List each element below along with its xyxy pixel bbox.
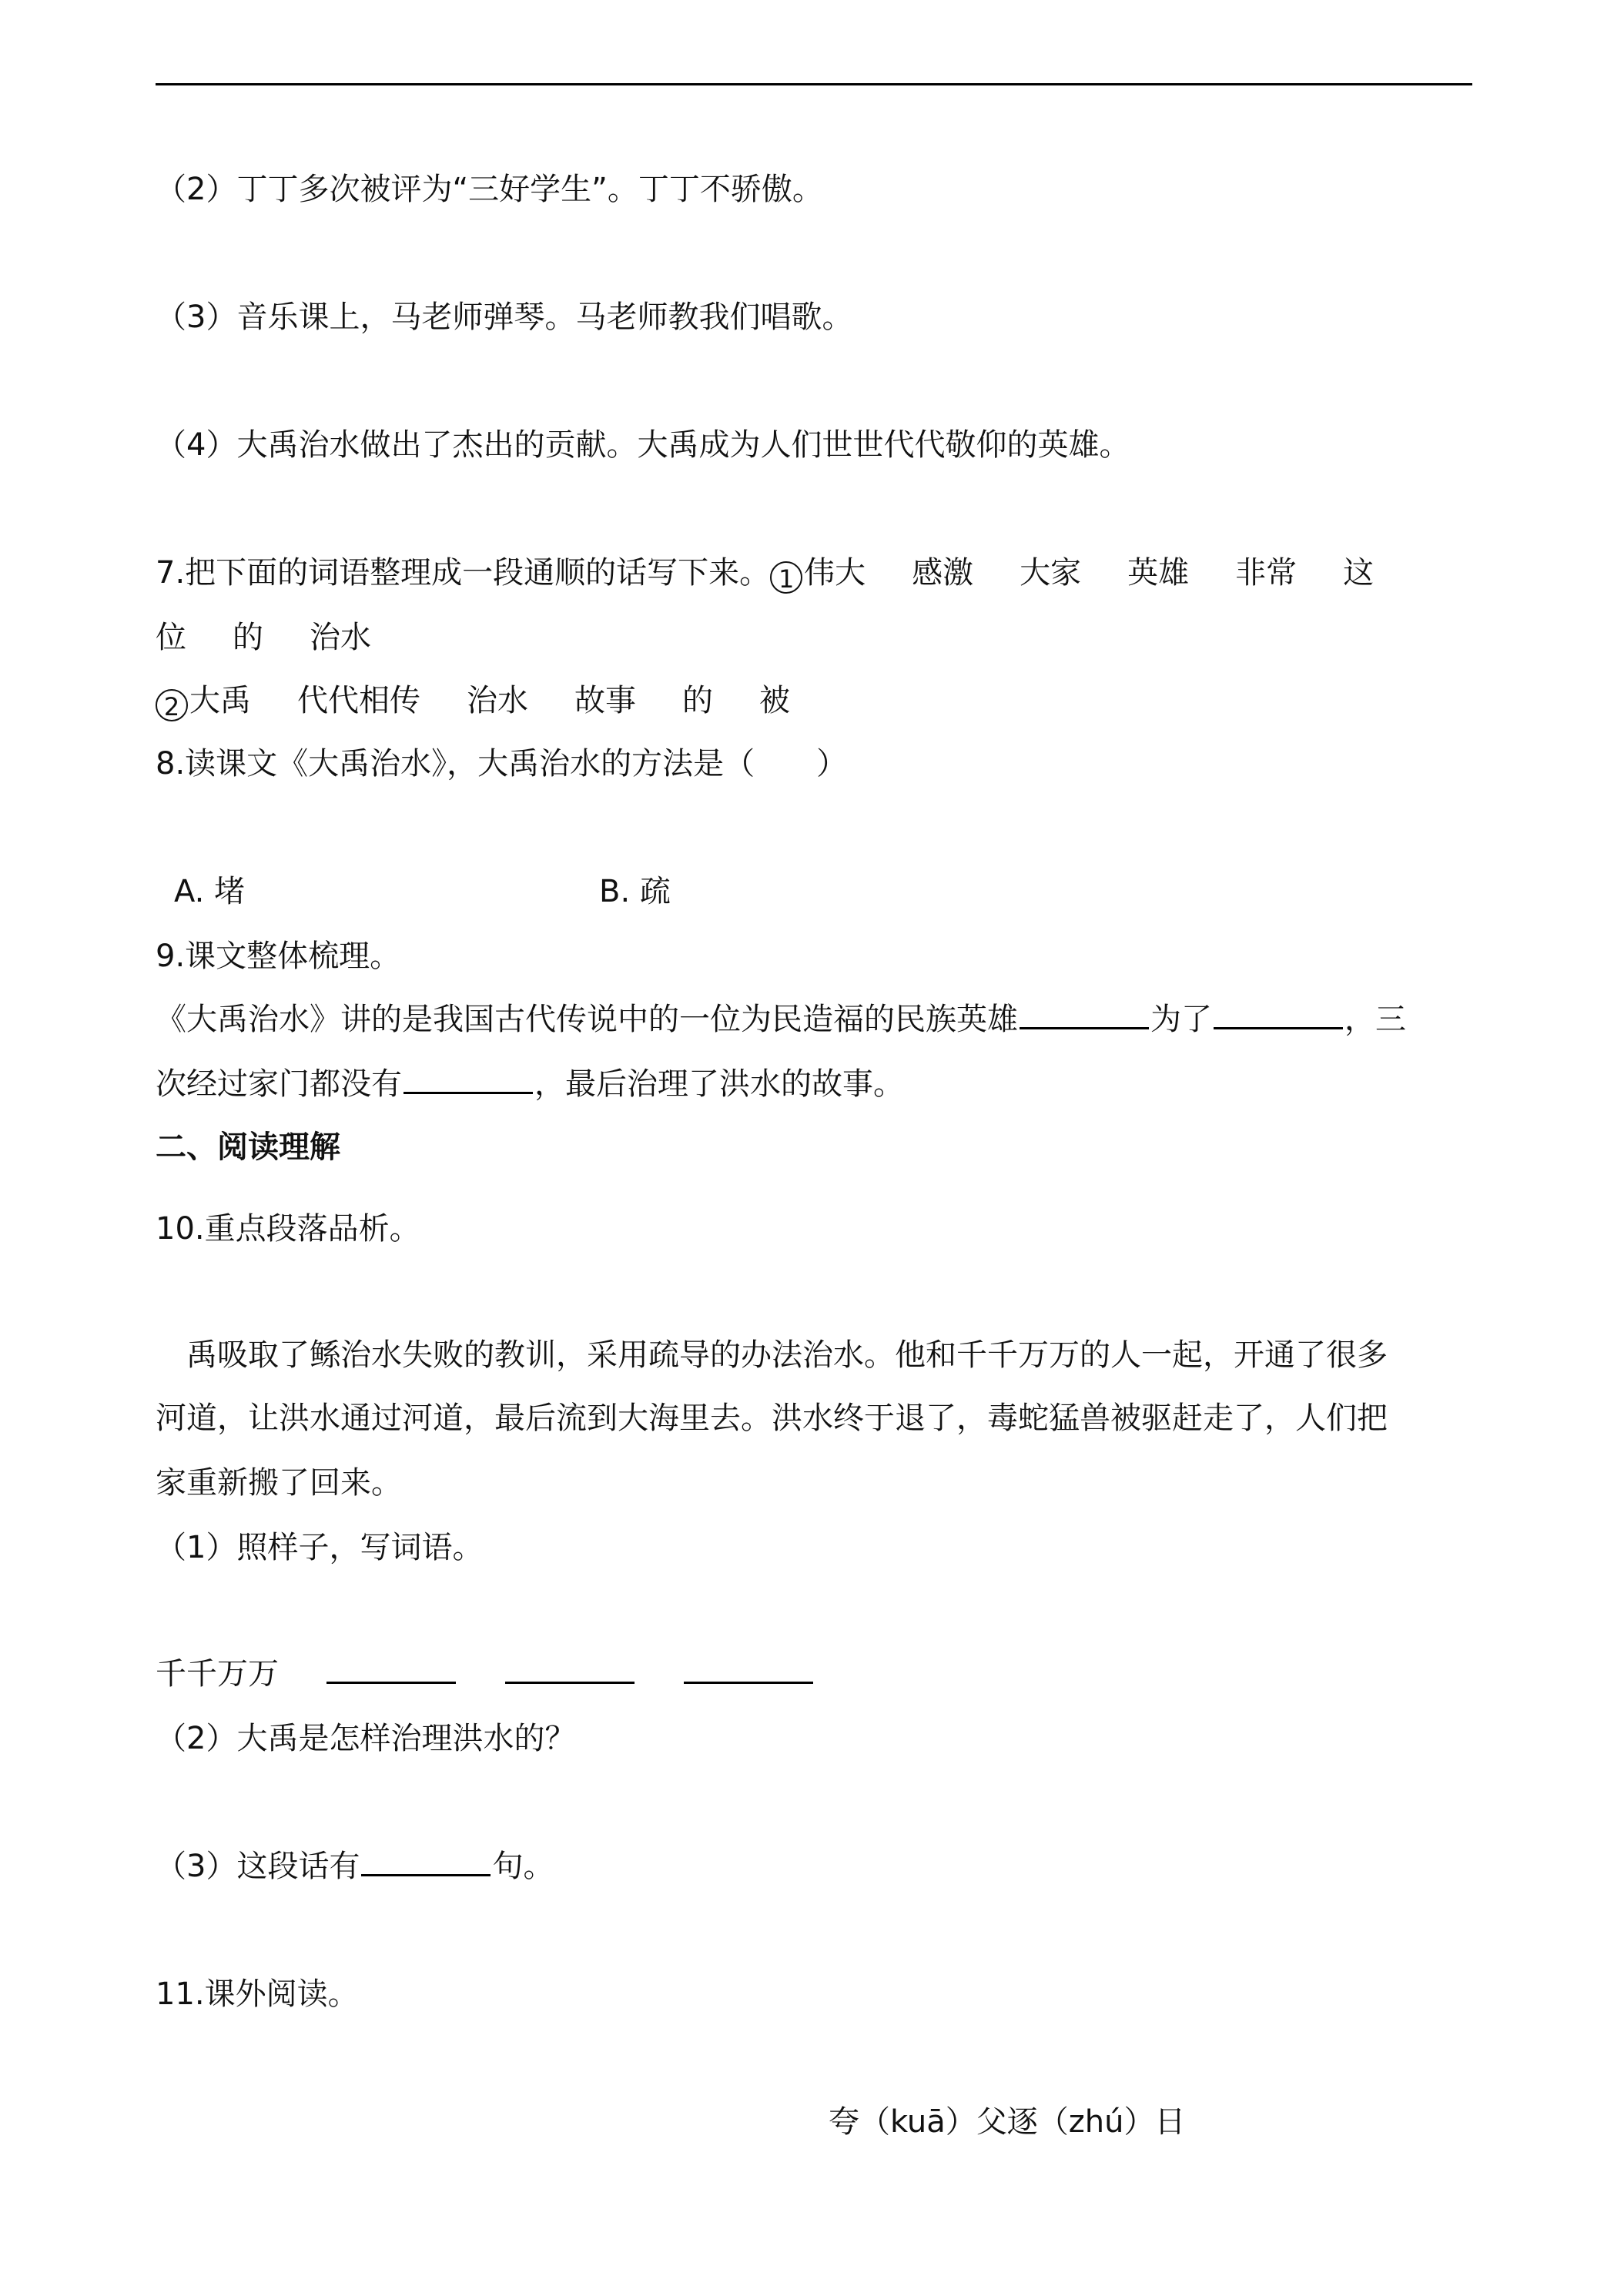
q10-example-row	[156, 1656, 815, 1692]
q10-sub-2: （2）大禹是怎样治理洪水的？	[156, 1721, 576, 1756]
q8-option-a[interactable]: A. 堵	[174, 874, 246, 909]
q10-passage-line-3: 家重新搬了回来。	[156, 1465, 402, 1501]
q7-word: 代代相传	[297, 683, 420, 718]
q7-word: 的	[233, 620, 263, 655]
q9-title: 9.课文整体梳理。	[156, 939, 401, 974]
q10-text: （3）这段话有	[156, 1849, 360, 1884]
q11-title: 11.课外阅读。	[156, 1976, 359, 2012]
q7-line-1	[156, 557, 1374, 594]
q10-sub-1: （1）照样子，写词语。	[156, 1530, 484, 1565]
answer-blank[interactable]	[505, 1681, 635, 1684]
q7-word: 这	[1343, 555, 1375, 591]
circled-number-2: 2	[156, 689, 188, 721]
q7-prompt: 7.把下面的词语整理成一段通顺的话写下来。	[156, 555, 771, 591]
q7-word: 治水	[467, 683, 528, 718]
q7-line-2	[156, 622, 371, 653]
q9-line-1	[156, 1004, 1406, 1035]
q10-passage-line-2: 河道，让洪水通过河道，最后流到大海里去。洪水终于退了，毒蛇猛兽被驱赶走了，人们把	[156, 1401, 1388, 1436]
q9-text: ，三	[1344, 1002, 1406, 1037]
q10-title: 10.重点段落品析。	[156, 1211, 420, 1247]
q9-line-2	[156, 1066, 904, 1102]
q7-word: 的	[682, 683, 713, 718]
q7-line-3	[156, 685, 790, 721]
section-heading: 二、阅读理解	[156, 1130, 340, 1165]
q10-sub-3	[156, 1851, 554, 1882]
answer-blank[interactable]	[361, 1873, 491, 1876]
q6-item-2: （2）丁丁多次被评为“三好学生”。丁丁不骄傲。	[156, 172, 823, 207]
answer-blank[interactable]	[1214, 1026, 1343, 1029]
answer-blank[interactable]	[403, 1091, 533, 1094]
answer-blank[interactable]	[1020, 1026, 1149, 1029]
circled-number-1: 1	[770, 561, 802, 594]
q7-word: 大禹	[189, 683, 251, 718]
q9-text: 为了	[1150, 1002, 1212, 1037]
answer-blank[interactable]	[326, 1681, 456, 1684]
header-rule	[156, 83, 1472, 85]
q6-item-4: （4）大禹治水做出了杰出的贡献。大禹成为人们世世代代敬仰的英雄。	[156, 427, 1130, 463]
q7-word: 英雄	[1127, 555, 1190, 591]
q10-passage-line-1: 禹吸取了鲧治水失败的教训，采用疏导的办法治水。他和千千万万的人一起，开通了很多	[156, 1337, 1388, 1373]
answer-blank[interactable]	[684, 1681, 813, 1684]
q7-word: 位	[156, 620, 186, 655]
q8-option-b[interactable]: B. 疏	[599, 874, 671, 909]
q7-word: 故事	[574, 683, 636, 718]
story-title: 夸（kuā）父逐（zhú）日	[829, 2104, 1186, 2140]
q6-item-3: （3）音乐课上，马老师弹琴。马老师教我们唱歌。	[156, 300, 853, 335]
example-word: 千千万万	[156, 1656, 279, 1692]
q9-text: ，最后治理了洪水的故事。	[534, 1066, 904, 1102]
q8-prompt: 8.读课文《大禹治水》，大禹治水的方法是（ ）	[156, 746, 848, 782]
q7-word: 治水	[310, 620, 371, 655]
q7-word: 被	[759, 683, 790, 718]
q7-word: 感激	[912, 555, 974, 591]
q7-word: 非常	[1235, 555, 1298, 591]
q9-text: 《大禹治水》讲的是我国古代传说中的一位为民造福的民族英雄	[156, 1002, 1018, 1037]
q10-text: 句。	[492, 1849, 554, 1884]
q7-word: 大家	[1020, 555, 1082, 591]
q9-text: 次经过家门都没有	[156, 1066, 402, 1102]
q7-word: 伟大	[804, 555, 866, 591]
